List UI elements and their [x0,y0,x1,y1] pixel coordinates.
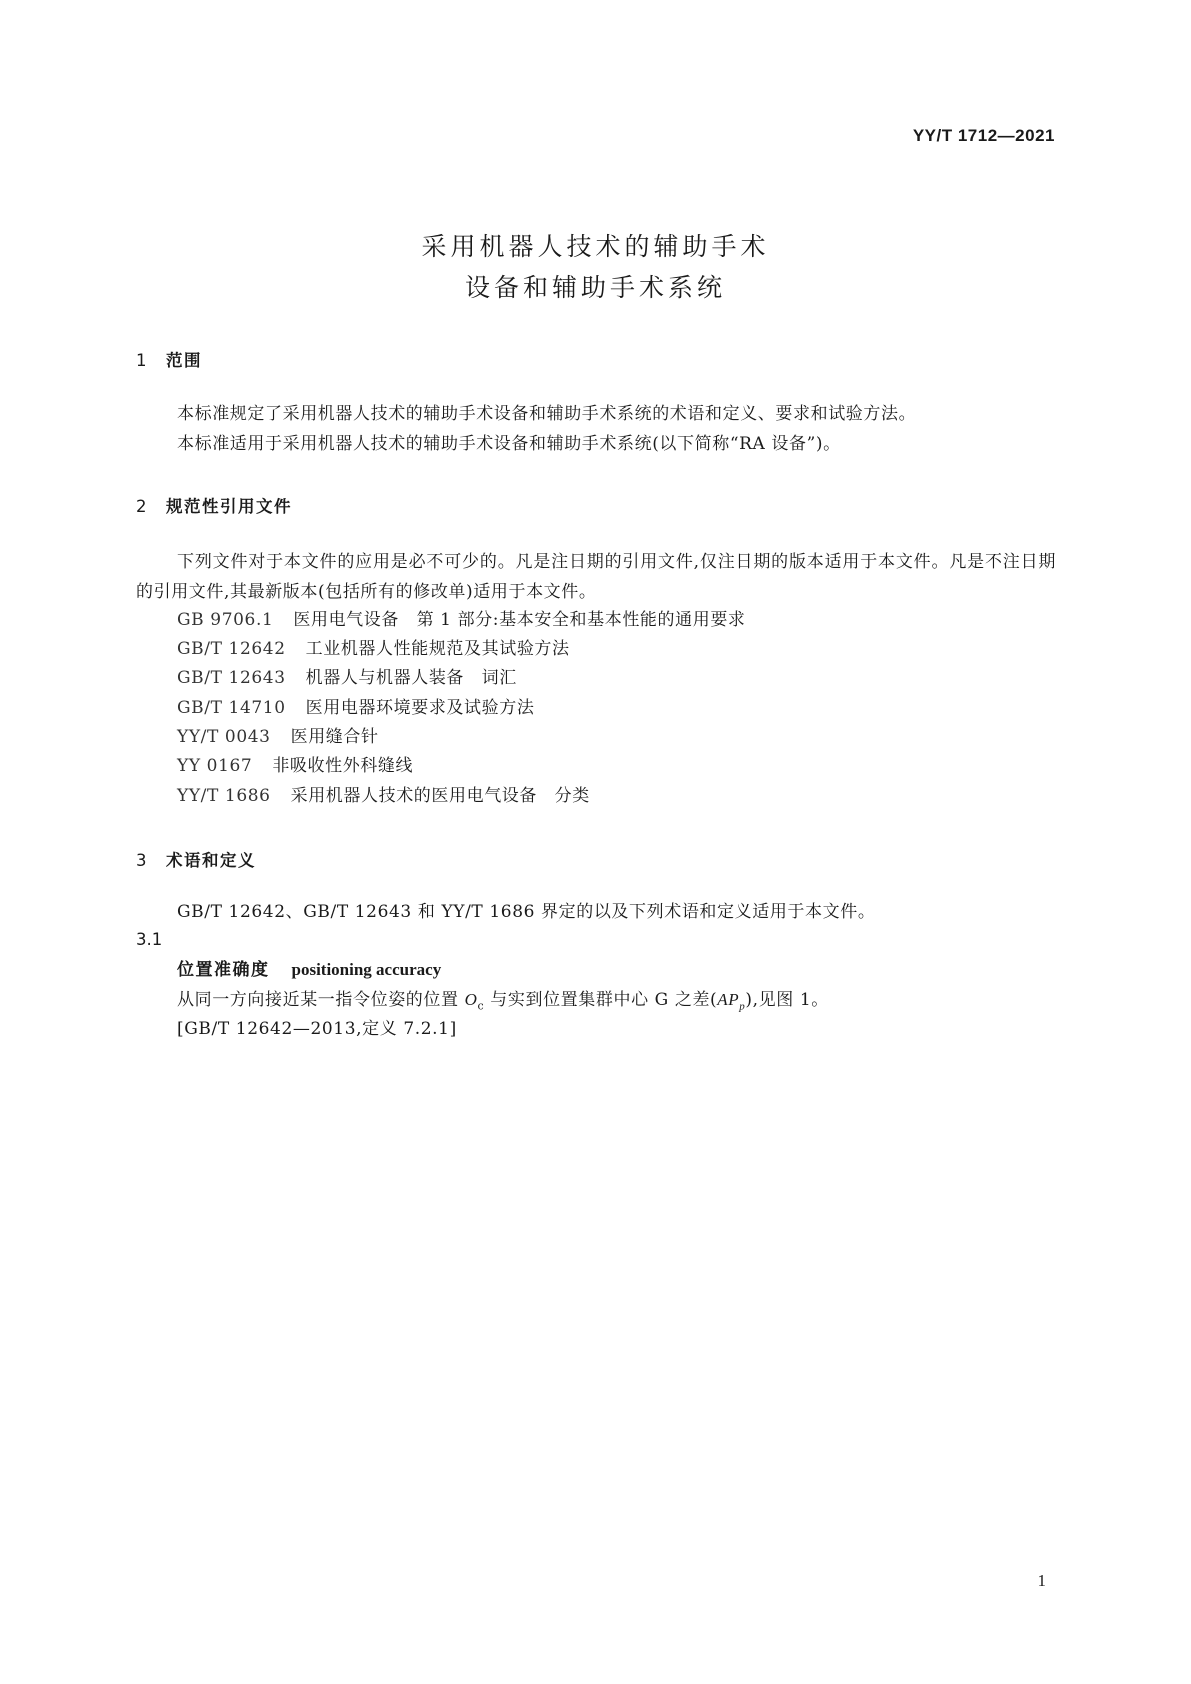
reference-code: GB 9706.1 [177,610,274,630]
document-title-line-2: 设备和辅助手术系统 [464,273,726,302]
reference-title: 机器人与机器人装备 词汇 [305,668,517,688]
section-1-heading [136,347,202,371]
definition-text: ),见图 1。 [745,990,829,1010]
scope-paragraph-2: 本标准适用于采用机器人技术的辅助手术设备和辅助手术系统(以下简称“RA 设备”)。 [177,434,841,454]
scope-paragraph-1: 本标准规定了采用机器人技术的辅助手术设备和辅助手术系统的术语和定义、要求和试验方法。 [177,404,917,424]
reference-item [177,608,746,632]
section-number: 2 [136,497,148,516]
references-intro: 下列文件对于本文件的应用是必不可少的。凡是注日期的引用文件,仅注日期的版本适用于本文件。凡是不注日期的引用文件,其最新版本(包括所有的修改单)适用于本文件。 [136,552,1056,602]
reference-code: YY/T 1686 [177,786,271,806]
section-title: 范围 [166,351,202,370]
reference-item [177,784,590,808]
reference-code: GB/T 14710 [177,698,286,718]
terms-intro: GB/T 12642、GB/T 12643 和 YY/T 1686 界定的以及下列术语和定义适用于本文件。 [177,902,876,922]
document-title-line-1: 采用机器人技术的辅助手术 [421,232,770,261]
section-number: 3 [136,851,148,870]
term-english: positioning accuracy [291,960,442,979]
reference-title: 采用机器人技术的医用电气设备 分类 [290,786,590,806]
definition-text: 与实到位置集群中心 G 之差( [484,990,718,1010]
section-2-heading [136,493,292,517]
section-title: 规范性引用文件 [166,497,292,516]
variable-ap: AP [717,990,740,1009]
term-chinese: 位置准确度 [177,960,270,980]
clause-number: 3.1 [136,930,163,949]
reference-item [177,666,517,690]
page-number: 1 [1037,1571,1046,1590]
term-entry [177,958,441,982]
reference-item [177,696,534,720]
variable-o-subscript: c [477,999,485,1013]
reference-title: 医用电气设备 第 1 部分:基本安全和基本性能的通用要求 [293,610,746,630]
term-definition [177,988,829,1018]
variable-ap-subscript: p [739,1000,746,1013]
reference-item [177,725,379,749]
reference-title: 工业机器人性能规范及其试验方法 [305,639,570,659]
standard-code: YY/T 1712—2021 [912,126,1055,145]
reference-title: 医用电器环境要求及试验方法 [305,698,535,718]
section-3-heading [136,847,256,871]
reference-item [177,754,413,778]
reference-code: GB/T 12642 [177,639,286,659]
reference-title: 非吸收性外科缝线 [272,756,414,776]
variable-o: O [464,990,478,1009]
section-title: 术语和定义 [166,851,256,870]
reference-code: YY/T 0043 [177,727,271,747]
definition-source: [GB/T 12642—2013,定义 7.2.1] [177,1019,457,1039]
reference-code: YY 0167 [177,756,253,776]
reference-item [177,637,570,661]
reference-code: GB/T 12643 [177,668,286,688]
reference-title: 医用缝合针 [290,727,379,747]
section-number: 1 [136,351,148,370]
definition-text: 从同一方向接近某一指令位姿的位置 [177,990,465,1010]
